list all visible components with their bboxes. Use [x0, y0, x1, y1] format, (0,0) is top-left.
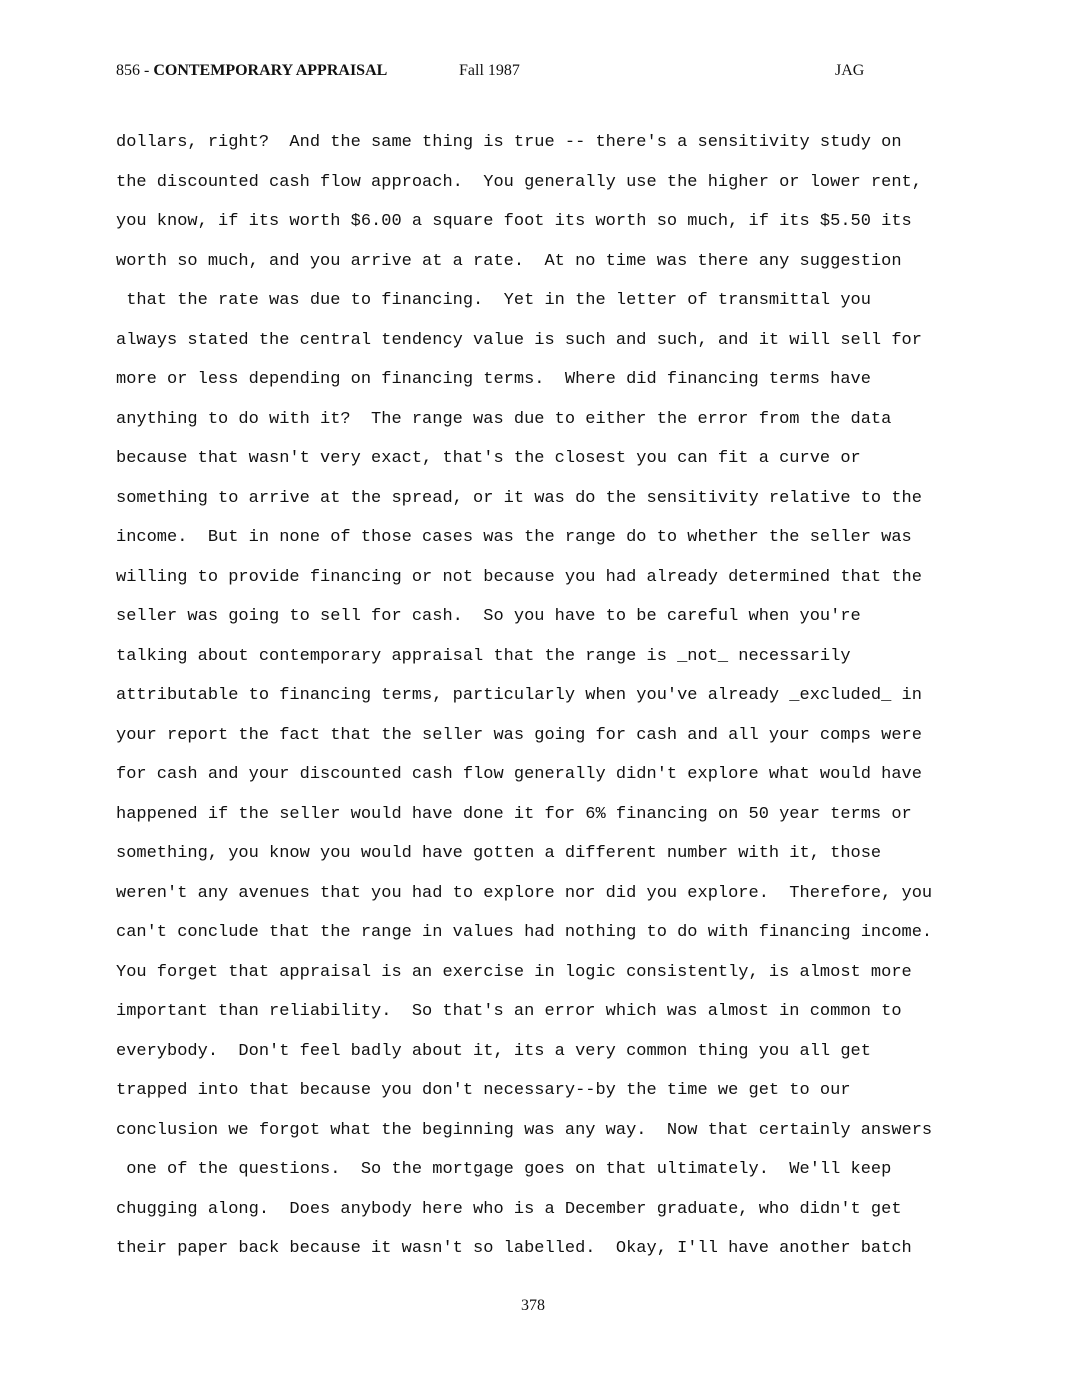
text-line: attributable to financing terms, particularly when you've already _excluded_ in [116, 686, 922, 705]
text-line: your report the fact that the seller was going for cash and all your comps were [116, 725, 922, 745]
page-header [0, 62, 1066, 84]
text-line: trapped into that because you don't necessary--by the time we get to our [116, 1081, 851, 1100]
text-line: dollars, right? And the same thing is true -- there's a sensitivity study on [116, 133, 902, 152]
author-initials: JAG [835, 62, 865, 79]
text-line: conclusion we forgot what the beginning was any way. Now that certainly answers [116, 1120, 933, 1140]
text-line: for cash and your discounted cash flow generally didn't explore what would have [116, 765, 922, 784]
text-line: you know, if its worth $6.00 a square foot its worth so much, if its $5.50 its [116, 212, 912, 231]
text-line: because that wasn't very exact, that's the closest you can fit a curve or [116, 449, 861, 468]
course-number: 856 - [116, 62, 154, 79]
course-heading [116, 62, 387, 80]
text-line: something, you know you would have gotten a different number with it, those [116, 844, 882, 863]
text-line: everybody. Don't feel badly about it, its a very common thing you all get [116, 1041, 871, 1061]
text-line: anything to do with it? The range was due to either the error from the data [116, 409, 892, 429]
text-line: You forget that appraisal is an exercise in logic consistently, is almost more [116, 962, 912, 982]
text-line: seller was going to sell for cash. So you have to be careful when you're [116, 607, 861, 626]
text-line: something to arrive at the spread, or it was do the sensitivity relative to the [116, 488, 922, 508]
text-line: income. But in none of those cases was the range do to whether the seller was [116, 528, 912, 547]
text-line: always stated the central tendency value is such and such, and it will sell for [116, 330, 922, 350]
text-line: weren't any avenues that you had to explore nor did you explore. Therefore, you [116, 883, 933, 903]
term-label: Fall 1987 [459, 62, 520, 79]
text-line: that the rate was due to financing. Yet in the letter of transmittal you [116, 291, 871, 310]
text-line: worth so much, and you arrive at a rate. At no time was there any suggestion [116, 251, 902, 271]
course-title: CONTEMPORARY APPRAISAL [153, 62, 388, 79]
text-line: talking about contemporary appraisal that the range is _not_ necessarily [116, 646, 851, 666]
transcript-body [116, 123, 976, 1269]
text-line: happened if the seller would have done it for 6% financing on 50 year terms or [116, 804, 912, 824]
text-line: one of the questions. So the mortgage goes on that ultimately. We'll keep [116, 1160, 892, 1179]
text-line: chugging along. Does anybody here who is a December graduate, who didn't get [116, 1199, 902, 1219]
text-line: more or less depending on financing terms. Where did financing terms have [116, 370, 871, 389]
text-line: can't conclude that the range in values had nothing to do with financing income. [116, 923, 933, 942]
page-number: 378 [521, 1297, 545, 1314]
text-line: their paper back because it wasn't so labelled. Okay, I'll have another batch [116, 1239, 912, 1258]
text-line: the discounted cash flow approach. You generally use the higher or lower rent, [116, 172, 922, 192]
text-line: willing to provide financing or not because you had already determined that the [116, 567, 922, 587]
text-line: important than reliability. So that's an error which was almost in common to [116, 1002, 902, 1021]
